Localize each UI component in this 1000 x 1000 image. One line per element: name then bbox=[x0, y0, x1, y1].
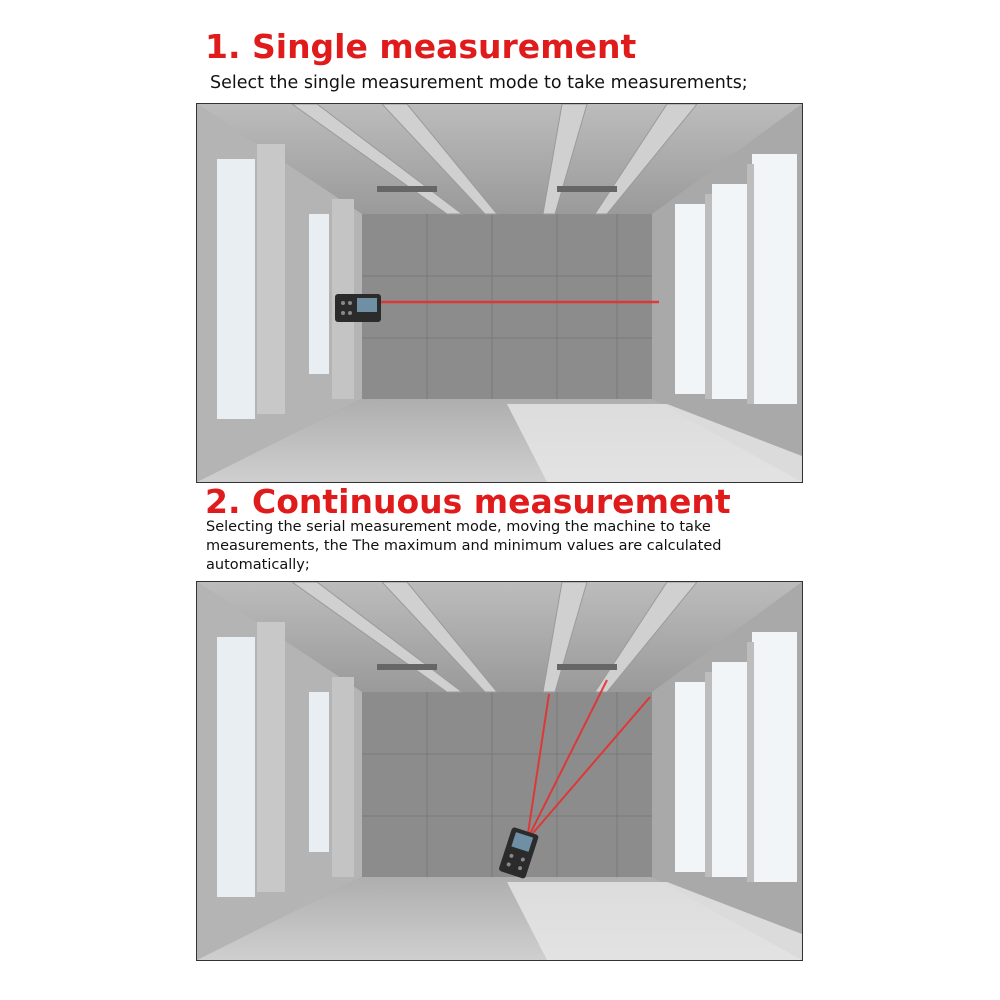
room-illustration bbox=[197, 582, 802, 960]
single-measurement-scene bbox=[196, 103, 803, 483]
room-illustration bbox=[197, 104, 802, 482]
section-1-description: Select the single measurement mode to take measurements; bbox=[210, 73, 748, 93]
laser-rangefinder-icon bbox=[335, 294, 381, 322]
continuous-measurement-scene bbox=[196, 581, 803, 961]
section-2-description: Selecting the serial measurement mode, moving the machine to take measurements, the The maximum and minimum values are calculated automatically; bbox=[206, 519, 722, 573]
section-2-heading: 2. Continuous measurement bbox=[205, 482, 731, 521]
section-1-heading: 1. Single measurement bbox=[205, 27, 637, 66]
